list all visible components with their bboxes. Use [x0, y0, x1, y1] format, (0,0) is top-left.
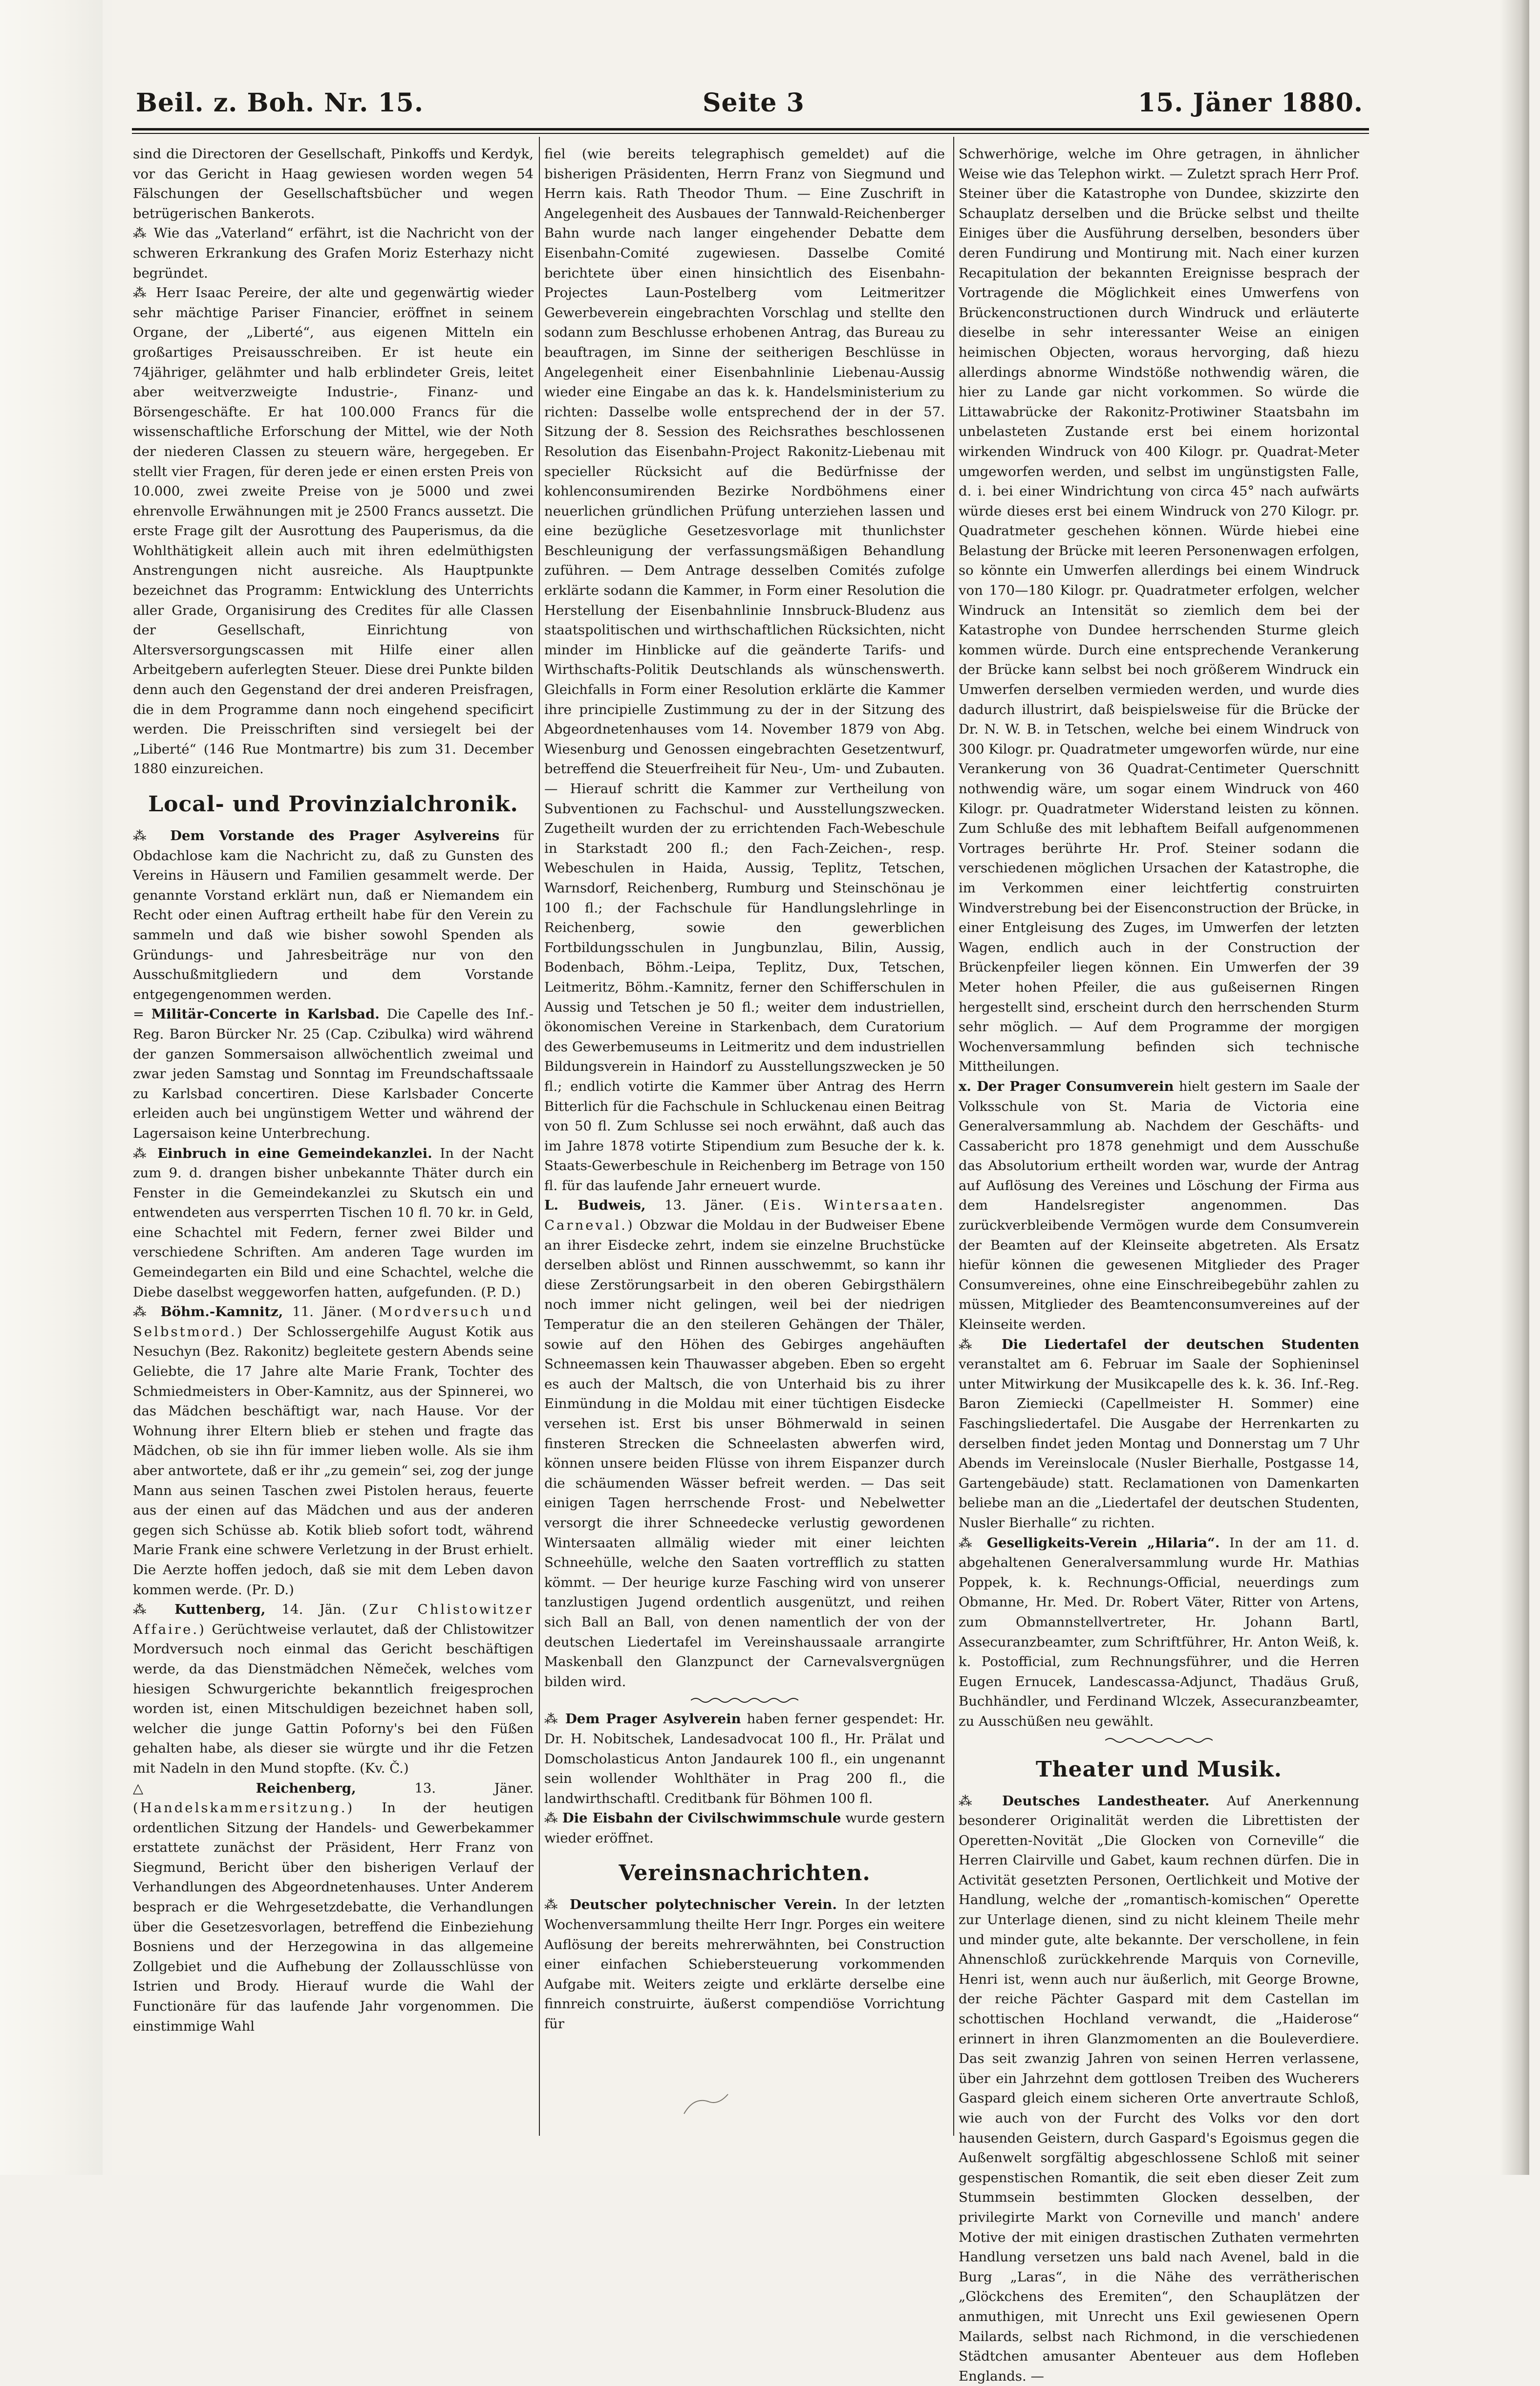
pencil-mark	[679, 2092, 733, 2116]
article-text: In der heutigen ordentlichen Sitzung der Handels- und Gewerbekammer erstattete zunächst der Präsident, Herr Franz von Siegmund, Bericht über den bisherigen Verlauf der Verhandlungen des Abgeordnetenhauses. Unter Anderem besprach er die Wehrgesetzdebatte, die Verhandlungen über die Gesetzesvorlagen, betreffend die Einbeziehung Bosniens und der Herzegowina in das allgemeine Zollgebiet und die Aufhebung der Zollausschlüsse von Istrien und Brody. Hierauf wurde die Wahl der Functionäre für das laufende Jahr vorgenommen. Die einstimmige Wahl	[133, 1800, 534, 2034]
article-text: In der Nacht zum 9. d. drangen bisher unbekannte Thäter durch ein Fenster in die Gemeindekanzlei zu Skutsch ein und entwendeten aus versperrten Tischen 10 fl. 70 kr. in Geld, eine Schachtel mit Federn, ferner zwei Bilder und verschiedene Schriften. Am anderen Tage wurden im Gemeindegarten ein Bild und eine Schachtel, welche die Diebe daselbst weggeworfen hatten, aufgefunden. (P. D.)	[133, 1146, 534, 1300]
column-divider	[953, 137, 954, 2136]
column-divider	[539, 137, 540, 2136]
article-subject: (Mordversuch und Selbstmord.)	[133, 1304, 534, 1340]
article-subject: (Zur Chlistowitzer Affaire.)	[133, 1602, 534, 1637]
article-hilaria: ⁂ Geselligkeits-Verein „Hilaria“. In der am 11. d. abgehaltenen Generalversammlung wurde Hr. Mathias Poppek, k. k. Rechnungs-Official, neuerdings zum Obmanne, Hr. Med. Dr. Robert Väter, Ritter von Artens, zum Obmannstellvertreter, Hr. Johann Bartl, Assecuranzbeamter, zum Schriftführer, Hr. Anton Weiß, k. k. Postofficial, zum Rechnungsführer, und die Herren Eugen Ernucek, Landescassa-Adjunct, Thadäus Gruß, Buchhändler, und Ferdinand Wlczek, Assecuranzbeamter, zu Ausschüßen neu gewählt.	[959, 1533, 1359, 1732]
article-text: Schwerhörige, welche im Ohre getragen, in ähnlicher Weise wie das Telephon wirkt. — Zuletzt sprach Herr Prof. Steiner über die Katastrophe von Dundee, skizzirte den Schauplatz derselben und die Brücke selbst und theilte Einiges über die Ausführung derselben, besonders über deren Fundirung und Montirung mit. Nach einer kurzen Recapitulation der bekannten Ereignisse besprach der Vortragende die Möglichkeit eines Umwerfens von Brückenconstructionen durch Windruck und erläuterte dieselbe in sehr interessanter Weise an einigen heimischen Objecten, woraus hervorging, daß hiezu allerdings abnorme Windstöße nothwendig wären, die hier zu Lande gar nicht vorkommen. So würde die Littawabrücke der Rakonitz-Protiwiner Staatsbahn im unbelasteten Zustande erst bei einem horizontal wirkenden Windruck von 400 Kilogr. pr. Quadrat-Meter umgeworfen werden, und selbst im ungünstigsten Falle, d. i. bei einer Windrichtung von circa 45° nach aufwärts würde dieses erst bei einem Windruck von 270 Kilogr. pr. Quadratmeter geschehen können. Würde hiebei eine Belastung der Brücke mit leeren Personenwagen erfolgen, so könnte ein Umwerfen allerdings bei einem Windruck von 170—180 Kilogr. pr. Quadratmeter erfolgen, welcher Windruck an Intensität so ziemlich dem bei der Katastrophe von Dundee herrschenden Sturme gleich kommen würde. Durch eine entsprechende Verankerung der Brücke kann selbst bei noch größerem Windruck ein Umwerfen derselben vermieden werden, und wurde dies dadurch illustrirt, daß beispielsweise für die Brücke der Dr. N. W. B. in Tetschen, welche bei einem Windruck von 300 Kilogr. pr. Quadratmeter umgeworfen würde, nur eine Verankerung von 36 Quadrat-Centimeter Querschnitt nothwendig wäre, um sogar einem Windruck von 460 Kilogr. pr. Quadratmeter Widerstand leisten zu können. Zum Schluße des mit lebhaftem Beifall aufgenommenen Vortrages berührte Hr. Prof. Steiner sodann die verschiedenen möglichen Ursachen der Katastrophe, die im Verkommen einer leichtfertig construirten Windverstrebung bei der Eisenconstruction der Brücke, in einer Entgleisung des Zuges, im Umwerfen der letzten Wagen, endlich auch in der Construction der Brückenpfeiler liegen können. Ein Umwerfen der 39 Meter hohen Pfeiler, die aus gußeisernen Ringen hergestellt sind, erscheint durch den herrschenden Sturm sehr möglich. — Auf dem Programme der morgigen Wochenversammlung befinden sich technische Mittheilungen.	[959, 146, 1359, 1074]
article-asylverein: ⁂ Dem Vorstande des Prager Asylvereins für Obdachlose kam die Nachricht zu, daß zu Gunsten des Vereins in Häusern und Familien gesammelt werde. Der genannte Vorstand erklärt nun, daß er Niemandem ein Recht oder einen Auftrag ertheilt habe für den Verein zu sammeln und daß wie bisher sowohl Spenden als Gründungs- und Jahresbeiträge nur von den Ausschußmitgliedern und dem Vorstande entgegengenommen werden.	[133, 826, 534, 1004]
article-keyword: Deutscher polytechnischer Verein.	[570, 1897, 837, 1912]
article-date: 11. Jäner.	[292, 1304, 362, 1320]
article-liedertafel: ⁂ Die Liedertafel der deutschen Studenten veranstaltet am 6. Februar im Saale der Sophieninsel unter Mitwirkung der Musikcapelle des k. k. 36. Inf.-Reg. Baron Ziemiecki (Capellmeister H. Sommer) eine Faschingsliedertafel. Die Ausgabe der Herrenkarten zu derselben findet jeden Montag und Donnerstag um 7 Uhr Abends im Vereinslocale (Nusler Bierhalle, Postgasse 14, Gartengebäude) statt. Reclamationen von Damenkarten beliebe man an die „Liedertafel der deutschen Studenten, Nusler Bierhalle“ zu richten.	[959, 1335, 1359, 1533]
article-eisbahn: ⁂ Die Eisbahn der Civilschwimmschule wurde gestern wieder eröffnet.	[544, 1808, 945, 1848]
article-text: Die Capelle des Inf.-Reg. Baron Bürcker Nr. 25 (Cap. Czibulka) wird während der ganzen Sommersaison allwöchentlich zweimal und zwar jeden Samstag und Sonntag im Freundschaftssaale zu Karlsbad concertiren. Diese Karlsbader Concerte erleiden auch bei ungünstigem Wetter und während der Lagersaison keine Unterbrechung.	[133, 1006, 534, 1141]
article-keyword: Dem Vorstande des Prager Asylvereins	[170, 828, 499, 844]
article-kuttenberg: ⁂ Kuttenberg, 14. Jän. (Zur Chlistowitzer Affaire.) Gerüchtweise verlautet, daß der Chlistowitzer Mordversuch noch einmal das Gericht beschäftigen werde, da das Dienstmädchen Němeček, welches vom hiesigen Schwurgerichte bekanntlich freigesprochen worden ist, einen Mitschuldigen bezeichnet haben soll, welcher die junge Gattin Poforny's bei den Füßen gehalten habe, als dieser sie würgte und ihr die Fetzen mit Nadeln in den Mund stopfte. (Kv. Č.)	[133, 1600, 534, 1778]
article-directors	[133, 144, 534, 223]
article-keyword: Einbruch in eine Gemeindekanzlei.	[157, 1146, 432, 1161]
article-reichenberg: △ Reichenberg, 13. Jäner. (Handelskammersitzung.) In der heutigen ordentlichen Sitzung der Handels- und Gewerbekammer erstattete zunächst der Präsident, Herr Franz von Siegmund, Bericht über den bisherigen Verlauf der Verhandlungen des Abgeordnetenhauses. Unter Anderem besprach er die Wehrgesetzdebatte, die Verhandlungen über die Gesetzesvorlagen, betreffend die Einbeziehung Bosniens und der Herzegowina in das allgemeine Zollgebiet und die Aufhebung der Zollausschlüsse von Istrien und Brody. Hierauf wurde die Wahl der Functionäre für das laufende Jahr vorgenommen. Die einstimmige Wahl	[133, 1779, 534, 2037]
article-kamnitz: ⁂ Böhm.-Kamnitz, 11. Jäner. (Mordversuch und Selbstmord.) Der Schlossergehilfe August Kotik aus Nesuchyn (Bez. Rakonitz) begleitete gestern Abends seine Geliebte, die 17 Jahre alte Marie Frank, Tochter des Schmiedmeisters in Ober-Kamnitz, aus der Spinnerei, wo das Mädchen beschäftigt war, nach Hause. Vor der Wohnung ihrer Eltern blieb er stehen und fragte das Mädchen, ob sie ihn für immer lieben wolle. Als sie ihm aber antwortete, daß er ihr „zu gemein“ sei, zog der junge Mann aus seinen Taschen zwei Pistolen heraus, feuerte aus der einen auf das Mädchen und aus der anderen gegen sich Schüsse ab. Kotik blieb sofort todt, während Marie Frank eine schwere Verletzung in der Brust erhielt. Die Aerzte hoffen jedoch, daß sie mit dem Leben davon kommen werde. (Pr. D.)	[133, 1302, 534, 1600]
article-esterhazy: ⁂ Wie das „Vaterland“ erfährt, ist die Nachricht von der schweren Erkrankung des Grafen Moriz Esterhazy nicht begründet.	[133, 223, 534, 283]
article-text: sind die Directoren der Gesellschaft, Pinkoffs und Kerdyk, vor das Gericht in Haag gewiesen worden wegen 54 Fälschungen der Gesellschaftsbücher und wegen betrügerischen Bankerots.	[133, 146, 534, 221]
article-text: Wie das „Vaterland“ erfährt, ist die Nachricht von der schweren Erkrankung des Grafen Moriz Esterhazy nicht begründet.	[133, 225, 534, 281]
header-rule	[132, 128, 1369, 130]
article-keyword: L. Budweis,	[544, 1197, 646, 1213]
article-text: Obzwar die Moldau in der Budweiser Ebene an ihrer Eisdecke zehrt, indem sie einzelne Bruchstücke derselben ablöst und Rinnen ausschwemmt, so kann ihr diese Zerstörungsarbeit in den oberen Gebirgsthälern noch immer nicht gelingen, weil bei der niedrigen Temperatur die an den steileren Gehängen der Thäler, sowie auf den Höhen des Gebirges angehäuften Schneemassen kein Thauwasser abgeben. Eben so ergeht es auch der Maltsch, die von Unterhaid bis zu ihrer Einmündung in die Moldau mit einer tüchtigen Eisdecke versehen ist. Erst bis unser Böhmerwald in seinen finsteren Strecken die Schneelasten abwerfen wird, können unsere beiden Flüsse von ihrem Eispanzer durch die schäumenden Wässer befreit werden. — Das seit einigen Tagen herrschende Frost- und Nebelwetter versorgt die ihrer Schneedecke verlustig gewordenen Wintersaaten allmälig wieder mit einer leichten Schneehülle, welche den Saaten vortrefflich zu statten kömmt. — Der heurige kurze Fasching wird von unserer tanzlustigen Jugend ordentlich ausgenützt, und reihen sich Ball an Ball, von denen namentlich der von der deutschen Liedertafel im Vereinshaussaale arrangirte Maskenball den Glanzpunct der Carnevalsvergnügen bilden wird.	[544, 1217, 945, 1690]
article-budweis	[544, 1195, 945, 1692]
article-polytechnischer-verein: ⁂ Deutscher polytechnischer Verein. In der letzten Wochenversammlung theilte Herr Ingr. Porges ein weitere Auflösung der bereits mehrerwähnten, bei Construction einer einfachen Schiebersteuerung vorkommenden Aufgabe mit. Weiters zeigte und erklärte derselbe eine finnreich construirte, äußerst compendiöse Vorrichtung für	[544, 1895, 945, 2034]
article-text: In der letzten Wochenversammlung theilte Herr Ingr. Porges ein weitere Auflösung der bereits mehrerwähnten, bei Construction einer einfachen Schiebersteuerung vorkommenden Aufgabe mit. Weiters zeigte und erklärte derselbe eine finnreich construirte, äußerst compendiöse Vorrichtung für	[544, 1897, 945, 2032]
article-text: In der am 11. d. abgehaltenen Generalversammlung wurde Hr. Mathias Poppek, k. k. Rechnungs-Official, neuerdings zum Obmanne, Hr. Med. Dr. Robert Väter, Ritter von Artens, zum Obmannstellvertreter, Hr. Johann Bartl, Assecuranzbeamter, zum Schriftführer, Hr. Anton Weiß, k. k. Postofficial, zum Rechnungsführer, und die Herren Eugen Ernucek, Landescassa-Adjunct, Thadäus Gruß, Buchhändler, und Ferdinand Wlczek, Assecuranzbeamter, zu Ausschüßen neu gewählt.	[959, 1535, 1359, 1729]
article-keyword: Reichenberg,	[256, 1780, 356, 1796]
section-heading-vereinsnachrichten: Vereinsnachrichten.	[544, 1859, 945, 1888]
header-issue: Beil. z. Boh. Nr. 15.	[136, 88, 424, 118]
article-text: Der Schlossergehilfe August Kotik aus Nesuchyn (Bez. Rakonitz) begleitete gestern Abends seine Geliebte, die 17 Jahre alte Marie Frank, Tochter des Schmiedmeisters in Ober-Kamnitz, aus der Spinnerei, wo das Mädchen beschäftigt war, nach Hause. Vor der Wohnung ihrer Eltern blieb er stehen und fragte das Mädchen, ob sie ihn für immer lieben wolle. Als sie ihm aber antwortete, daß er ihr „zu gemein“ sei, zog der junge Mann aus seinen Taschen zwei Pistolen heraus, feuerte aus der einen auf das Mädchen und aus der anderen gegen sich Schüsse ab. Kotik blieb sofort todt, während Marie Frank eine schwere Verletzung in der Brust erhielt. Die Aerzte hoffen jedoch, daß sie mit dem Leben davon kommen werde. (Pr. D.)	[133, 1324, 534, 1598]
article-text: haben ferner gespendet: Hr. Dr. H. Nobitschek, Landesadvocat 100 fl., Hr. Prälat und Domscholasticus Anton Jandaurek 100 fl., ein ungenannt sein wollender Wohlthäter in Prag 200 fl., die landwirthschaftl. Creditbank für Böhmen 100 fl.	[544, 1711, 945, 1806]
section-separator	[1105, 1736, 1213, 1744]
article-polytechnischer-verein-continued	[959, 144, 1359, 1077]
header-date: 15. Jäner 1880.	[1138, 88, 1363, 118]
section-separator	[691, 1696, 798, 1704]
article-consumverein	[959, 1077, 1359, 1335]
article-date: 14. Jän.	[282, 1602, 346, 1617]
article-keyword: Geselligkeits-Verein „Hilaria“.	[987, 1535, 1220, 1551]
article-text: Herr Isaac Pereire, der alte und gegenwärtig wieder sehr mächtige Pariser Financier, eröffnet in seinem Organe, der „Liberté“, aus eigenen Mitteln ein großartiges Preisausschreiben. Er ist heute ein 74jähriger, gelähmter und halb erblindeter Greis, leitet aber weitverzweigte Industrie-, Finanz- und Börsengeschäfte. Er hat 100.000 Francs für die wissenschaftliche Erforschung der Mittel, wie der Noth der niederen Classen zu steuern wäre, hergegeben. Er stellt vier Fragen, für deren jede er einen ersten Preis von 10.000, zwei zweite Preise von je 5000 und zwei ehrenvolle Erwähnungen mit je 2500 Francs aussetzt. Die erste Frage gilt der Ausrottung des Pauperismus, da die Wohlthätigkeit allein auch mit ihren edelmüthigsten Anstrengungen nicht ausreiche. Als Hauptpunkte bezeichnet das Programm: Entwicklung des Unterrichts aller Grade, Organisirung des Credites für alle Classen der Gesellschaft, Einrichtung von Altersversorgungscassen mit Hilfe einer allen Arbeitgebern auferlegten Steuer. Diese drei Punkte bilden denn auch den Gegenstand der drei anderen Preisfragen, die in dem Programme dann noch eingehend specificirt werden. Die Preisschriften sind versiegelt bei der „Liberté“ (146 Rue Montmartre) bis zum 31. December 1880 einzureichen.	[133, 285, 534, 777]
article-keyword: Böhm.-Kamnitz,	[161, 1304, 283, 1320]
article-text: veranstaltet am 6. Februar im Saale der Sophieninsel unter Mitwirkung der Musikcapelle des k. k. 36. Inf.-Reg. Baron Ziemiecki (Capellmeister H. Sommer) eine Faschingsliedertafel. Die Ausgabe der Herrenkarten zu derselben findet jeden Montag und Donnerstag um 7 Uhr Abends im Vereinslocale (Nusler Bierhalle, Postgasse 14, Gartengebäude) statt. Reclamationen von Damenkarten beliebe man an die „Liedertafel der deutschen Studenten, Nusler Bierhalle“ zu richten.	[959, 1356, 1359, 1531]
article-asylverein-spenden: ⁂ Dem Prager Asylverein haben ferner gespendet: Hr. Dr. H. Nobitschek, Landesadvocat 100 fl., Hr. Prälat und Domscholasticus Anton Jandaurek 100 fl., ein ungenannt sein wollender Wohlthäter in Prag 200 fl., die landwirthschaftl. Creditbank für Böhmen 100 fl.	[544, 1709, 945, 1808]
article-landestheater: ⁂ Deutsches Landestheater. Auf Anerkennung besonderer Originalität werden die Librettisten der Operetten-Novität „Die Glocken von Corneville“ die Herren Clairville und Gabet, kaum rechnen dürfen. Die in Activität gesetzten Personen, Oertlichkeit und Motive der Handlung, welche der „romantisch-komischen“ Operette zur Unterlage dienen, sind zu nicht kleinem Theile mehr und minder gute, alte bekannte. Der verschollene, in fein Ahnenschloß zurückkehrende Marquis von Corneville, Henri ist, wenn auch nur äußerlich, mit George Browne, der reiche Pächter Gaspard mit dem Castellan im schottischen Hochland verwandt, die „Haiderose“ erinnert in ihren Glanzmomenten an die Bouleverdiere. Das seit zwanzig Jahren von seinen Herren verlassene, über ein Jahrzehnt dem gottlosen Treiben des Wucherers Gaspard gleich einem sicheren Orte anvertraute Schloß, wie auch von der Furcht des Volks vor den dort hausenden Geistern, durch Gaspard's Egoismus gegen die Außenwelt sorgfältig abgeschlossene Schloß mit seiner gespenstischen Romantik, die seit eben dieser Zeit zum Stummsein bestimmten Glocken desselben, der privilegirte Markt von Corneville und manch' andere Motive der mit einigen drastischen Zuthaten vermehrten Handlung versetzen uns bald nach Avenel, bald in die Burg „Laras“, in die Nähe des verrätherischen „Glöckchens des Eremiten“, den Schauplätzen der anmuthigen, mit Unrecht uns Exil gewiesenen Opern Mailards, selbst nach Richmond, in die verschiedenen Städtchen amusanter Abenteuer aus dem Hofleben Englands. —	[959, 1791, 1359, 2386]
article-keyword: Die Eisbahn der Civilschwimmschule	[562, 1810, 841, 1826]
article-text: hielt gestern im Saale der Volksschule von St. Maria de Victoria eine Generalversammlung ab. Nachdem der Geschäfts- und Cassabericht pro 1878 genehmigt und dem Ausschuße das Absolutorium ertheilt worden war, wurde der Antrag auf Auflösung des Vereines und Löschung der Firma aus dem Handelsregister angenommen. Das zurückverbleibende Vermögen wurde dem Consumverein der Beamten auf der Kleinseite abgetreten. Als Ersatz hiefür können die gewesenen Mitglieder des Prager Consumvereines, ohne eine Einschreibegebühr zahlen zu müssen, Mitglieder des Beamtenconsumvereines auf der Kleinseite werden.	[959, 1079, 1359, 1332]
article-keyword: x. Der Prager Consumverein	[959, 1079, 1174, 1094]
header-rule-thin	[132, 133, 1369, 134]
column-3	[959, 144, 1359, 2386]
article-text: wurde gestern wieder eröffnet.	[544, 1810, 945, 1846]
article-text: fiel (wie bereits telegraphisch gemeldet) auf die bisherigen Präsidenten, Herrn Franz von Siegmund und Herrn kais. Rath Theodor Thum. — Eine Zuschrift in Angelegenheit des Ausbaues der Tannwald-Reichenberger Bahn wurde nach langer eingehender Debatte dem Eisenbahn-Comité zugewiesen. Dasselbe Comité berichtete über einen hinsichtlich des Eisenbahn-Projectes Laun-Postelberg vom Leitmeritzer Gewerbeverein eingebrachten Vorschlag und stellte den sodann zum Beschlusse erhobenen Antrag, das Bureau zu beauftragen, im Sinne der seitherigen Beschlüsse in Angelegenheit einer Eisenbahnlinie Liebenau-Aussig wieder eine Eingabe an das k. k. Handelsministerium zu richten: Dasselbe wolle entsprechend der in der 57. Sitzung der 8. Session des Reichsrathes beschlossenen Resolution das Eisenbahn-Project Rakonitz-Liebenau mit specieller Rücksicht auf die Bedürfnisse der kohlenconsumirenden Bezirke Nordböhmens einer neuerlichen gründlichen Prüfung unterziehen lassen und eine bezügliche Gesetzesvorlage mit thunlichster Beschleunigung der verfassungsmäßigen Behandlung zuführen. — Dem Antrage desselben Comités zufolge erklärte sodann die Kammer, in Form einer Resolution die Herstellung der Eisenbahnlinie Innsbruck-Bludenz aus staatspolitischen und wirthschaftlichen Rücksichten, nicht minder im Hinblicke auf die geänderte Tarifs- und Wirthschafts-Politik Deutschlands als wünschenswerth. Gleichfalls in Form einer Resolution erklärte die Kammer ihre principielle Zustimmung zu der in der Sitzung des Abgeordnetenhauses vom 14. November 1879 von Abg. Wiesenburg und Genossen eingebrachten Gesetzentwurf, betreffend die Steuerfreiheit für Neu-, Um- und Zubauten. — Hierauf schritt die Kammer zur Vertheilung von Subventionen zu Fachschul- und Ausstellungszwecken. Zugetheilt wurden der zu errichtenden Fach-Webeschule in Starkstadt 200 fl.; den Fach-Zeichen-, resp. Webeschulen in Haida, Aussig, Teplitz, Tetschen, Warnsdorf, Reichenberg, Rumburg und Steinschönau je 100 fl.; der Fachschule für Handlungslehrlinge in Reichenberg, sowie den gewerblichen Fortbildungsschulen in Jungbunzlau, Bilin, Aussig, Bodenbach, Böhm.-Leipa, Teplitz, Dux, Tetschen, Leitmeritz, Böhm.-Kamnitz, ferner den Schifferschulen in Aussig und Tetschen je 50 fl.; weiter dem industriellen, ökonomischen Vereine in Starkenbach, dem Curatorium des Gewerbemuseums in Leitmeritz und dem industriellen Bildungsverein in Haindorf zu Ausstellungszwecken je 50 fl.; endlich votirte die Kammer über Antrag des Herrn Bitterlich für die Fachschule in Schluckenau einen Beitrag von 50 fl. Zum Schlusse sei noch erwähnt, daß auch das im Jahre 1878 votirte Stipendium zum Besuche der k. k. Staats-Gewerbeschule in Reichenberg im Betrage von 150 fl. für das laufende Jahr erneuert wurde.	[544, 146, 945, 1193]
article-keyword: Die Liedertafel der deutschen Studenten	[1002, 1337, 1359, 1352]
article-subject: (Eis. Wintersaaten. Carneval.)	[544, 1197, 945, 1233]
section-heading-theater: Theater und Musik.	[959, 1755, 1359, 1784]
page-edge-shadow	[1500, 0, 1529, 2175]
binding-margin	[0, 0, 103, 2175]
column-1	[133, 144, 534, 2036]
newspaper-page	[112, 0, 1529, 2175]
article-date: 13. Jäner.	[664, 1197, 744, 1213]
column-2	[544, 144, 945, 2034]
article-subject: (Handelskammersitzung.)	[133, 1800, 354, 1816]
article-keyword: Dem Prager Asylverein	[565, 1711, 741, 1727]
article-keyword: Deutsches Landestheater.	[1002, 1793, 1209, 1809]
article-text: Auf Anerkennung besonderer Originalität werden die Librettisten der Operetten-Novität „Die Glocken von Corneville“ die Herren Clairville und Gabet, kaum rechnen dürfen. Die in Activität gesetzten Personen, Oertlichkeit und Motive der Handlung, welche der „romantisch-komischen“ Operette zur Unterlage dienen, sind zu nicht kleinem Theile mehr und minder gute, alte bekannte. Der verschollene, in fein Ahnenschloß zurückkehrende Marquis von Corneville, Henri ist, wenn auch nur äußerlich, mit George Browne, der reiche Pächter Gaspard mit dem Castellan im schottischen Hochland verwandt, die „Haiderose“ erinnert in ihren Glanzmomenten an die Bouleverdiere. Das seit zwanzig Jahren von seinen Herren verlassene, über ein Jahrzehnt dem gottlosen Treiben des Wucherers Gaspard gleich einem sicheren Orte anvertraute Schloß, wie auch von der Furcht des Volks vor den dort hausenden Geistern, durch Gaspard's Egoismus gegen die Außenwelt sorgfältig abgeschlossene Schloß mit seiner gespenstischen Romantik, die seit eben dieser Zeit zum Stummsein bestimmten Glocken desselben, der privilegirte Markt von Corneville und manch' andere Motive der mit einigen drastischen Zuthaten vermehrten Handlung versetzen uns bald nach Avenel, bald in die Burg „Laras“, in die Nähe des verrätherischen „Glöckchens des Eremiten“, den Schauplätzen der anmuthigen, mit Unrecht uns Exil gewiesenen Opern Mailards, selbst nach Richmond, in die verschiedenen Städtchen amusanter Abenteuer aus dem Hofleben Englands. —	[959, 1793, 1359, 2384]
header-page-number: Seite 3	[703, 88, 805, 118]
page-header	[136, 88, 1363, 127]
section-heading-local: Local- und Provinzialchronik.	[133, 790, 534, 819]
article-militaer-concerte: = Militär-Concerte in Karlsbad. Die Capelle des Inf.-Reg. Baron Bürcker Nr. 25 (Cap. Czibulka) wird während der ganzen Sommersaison allwöchentlich zweimal und zwar jeden Samstag und Sonntag im Freundschaftssaale zu Karlsbad concertiren. Diese Karlsbader Concerte erleiden auch bei ungünstigem Wetter und während der Lagersaison keine Unterbrechung.	[133, 1004, 534, 1143]
article-text: für Obdachlose kam die Nachricht zu, daß zu Gunsten des Vereins in Häusern und Familien gesammelt werde. Der genannte Vorstand erklärt nun, daß er Niemandem ein Recht oder einen Auftrag ertheilt habe für den Verein zu sammeln und daß wie bisher sowohl Spenden als Gründungs- und Jahresbeiträge nur von den Ausschußmitgliedern und dem Vorstande entgegengenommen werden.	[133, 828, 534, 1002]
article-einbruch: ⁂ Einbruch in eine Gemeindekanzlei. In der Nacht zum 9. d. drangen bisher unbekannte Thäter durch ein Fenster in die Gemeindekanzlei zu Skutsch ein und entwendeten aus versperrten Tischen 10 fl. 70 kr. in Geld, eine Schachtel mit Federn, ferner zwei Bilder und verschiedene Schriften. Am anderen Tage wurden im Gemeindegarten ein Bild und eine Schachtel, welche die Diebe daselbst weggeworfen hatten, aufgefunden. (P. D.)	[133, 1144, 534, 1302]
article-keyword: Kuttenberg,	[174, 1602, 265, 1617]
article-reichenberg-continued	[544, 144, 945, 1195]
article-text: Gerüchtweise verlautet, daß der Chlistowitzer Mordversuch noch einmal das Gericht beschäftigen werde, da das Dienstmädchen Němeček, welches vom hiesigen Schwurgerichte bekanntlich freigesprochen worden ist, einen Mitschuldigen bezeichnet haben soll, welcher die junge Gattin Poforny's bei den Füßen gehalten habe, als dieser sie würgte und ihr die Fetzen mit Nadeln in den Mund stopfte. (Kv. Č.)	[133, 1622, 534, 1776]
article-keyword: Militär-Concerte in Karlsbad.	[151, 1006, 380, 1022]
article-date: 13. Jäner.	[414, 1780, 534, 1796]
article-pereire: ⁂ Herr Isaac Pereire, der alte und gegenwärtig wieder sehr mächtige Pariser Financier, eröffnet in seinem Organe, der „Liberté“, aus eigenen Mitteln ein großartiges Preisausschreiben. Er ist heute ein 74jähriger, gelähmter und halb erblindeter Greis, leitet aber weitverzweigte Industrie-, Finanz- und Börsengeschäfte. Er hat 100.000 Francs für die wissenschaftliche Erforschung der Mittel, wie der Noth der niederen Classen zu steuern wäre, hergegeben. Er stellt vier Fragen, für deren jede er einen ersten Preis von 10.000, zwei zweite Preise von je 5000 und zwei ehrenvolle Erwähnungen mit je 2500 Francs aussetzt. Die erste Frage gilt der Ausrottung des Pauperismus, da die Wohlthätigkeit allein auch mit ihren edelmüthigsten Anstrengungen nicht ausreiche. Als Hauptpunkte bezeichnet das Programm: Entwicklung des Unterrichts aller Grade, Organisirung des Credites für alle Classen der Gesellschaft, Einrichtung von Altersversorgungscassen mit Hilfe einer allen Arbeitgebern auferlegten Steuer. Diese drei Punkte bilden denn auch den Gegenstand der drei anderen Preisfragen, die in dem Programme dann noch eingehend specificirt werden. Die Preisschriften sind versiegelt bei der „Liberté“ (146 Rue Montmartre) bis zum 31. December 1880 einzureichen.	[133, 283, 534, 779]
